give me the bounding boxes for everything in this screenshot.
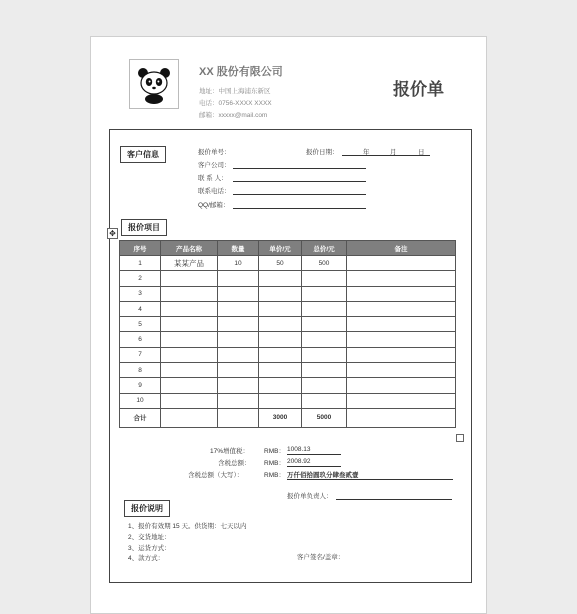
table-row [120, 317, 456, 332]
cell-unit-price[interactable] [259, 378, 302, 393]
table-header-row [120, 241, 456, 256]
cell-product[interactable] [161, 317, 218, 332]
cell-unit-price[interactable] [259, 347, 302, 362]
col-header-total-price: 总价/元 [302, 241, 347, 256]
month-label: 月 [390, 149, 397, 156]
cell-index[interactable]: 1 [120, 256, 161, 271]
cell-remarks[interactable] [347, 378, 456, 393]
table-row [120, 256, 456, 271]
cell-quantity[interactable] [218, 347, 259, 362]
table-row [120, 378, 456, 393]
vat-rmb-prefix: RMB： [264, 448, 285, 455]
cell-total-price[interactable] [302, 332, 347, 347]
cell-total-price[interactable] [302, 363, 347, 378]
total-cell-total-price[interactable]: 5000 [302, 408, 347, 427]
vat-label: 17%增值税： [210, 448, 250, 455]
table-resize-handle[interactable] [456, 434, 464, 442]
document-title: 报价单 [393, 80, 444, 99]
remarks-label: 报价说明 [124, 500, 170, 517]
cell-product[interactable] [161, 271, 218, 286]
vat-underline [287, 454, 341, 455]
tax-total-caps-rmb-prefix: RMB： [264, 472, 285, 479]
company-name: XX 股份有限公司 [199, 66, 283, 78]
cell-quantity[interactable] [218, 378, 259, 393]
cell-remarks[interactable] [347, 256, 456, 271]
table-row [120, 301, 456, 316]
quote-items-table [119, 240, 456, 428]
remark-line-1: 1、报价有效期 15 天。供货期：七天以内 [128, 523, 247, 530]
quote-items-label: 报价项目 [121, 219, 167, 236]
tax-total-underline [287, 466, 341, 467]
cell-quantity[interactable] [218, 317, 259, 332]
cell-unit-price[interactable] [259, 271, 302, 286]
cell-total-price[interactable] [302, 301, 347, 316]
table-total-row [120, 408, 456, 427]
customer-company-label: 客户公司： [198, 162, 231, 169]
contact-phone-field[interactable] [233, 194, 366, 195]
cell-index[interactable]: 6 [120, 332, 161, 347]
year-label: 年 [363, 149, 370, 156]
vat-value: 1008.13 [287, 446, 311, 453]
cell-quantity[interactable]: 10 [218, 256, 259, 271]
remark-line-4: 4、款方式： [128, 555, 165, 562]
cell-quantity[interactable] [218, 286, 259, 301]
customer-signature-label: 客户签名/盖章： [297, 554, 345, 561]
panda-logo-icon [134, 64, 174, 104]
total-cell-product[interactable] [161, 408, 218, 427]
cell-index[interactable]: 10 [120, 393, 161, 408]
cell-product[interactable] [161, 347, 218, 362]
cell-unit-price[interactable] [259, 301, 302, 316]
table-row [120, 286, 456, 301]
cell-quantity[interactable] [218, 271, 259, 286]
company-email: 邮箱：xxxxx@mail.com [199, 112, 268, 119]
customer-company-field[interactable] [233, 168, 366, 169]
table-row [120, 271, 456, 286]
col-header-remarks: 备注 [347, 241, 456, 256]
cell-remarks[interactable] [347, 347, 456, 362]
cell-product[interactable] [161, 332, 218, 347]
table-row [120, 332, 456, 347]
cell-quantity[interactable] [218, 332, 259, 347]
contact-person-field[interactable] [233, 181, 366, 182]
cell-remarks[interactable] [347, 286, 456, 301]
col-header-unit-price: 单价/元 [259, 241, 302, 256]
col-header-product: 产品名称 [161, 241, 218, 256]
cell-index[interactable]: 4 [120, 301, 161, 316]
cell-quantity[interactable] [218, 393, 259, 408]
tax-total-caps-value: 万仟佰拾圆玖分肆叁贰壹 [287, 472, 359, 479]
cell-unit-price[interactable] [259, 286, 302, 301]
cell-quantity[interactable] [218, 363, 259, 378]
cell-product[interactable] [161, 286, 218, 301]
cell-unit-price[interactable] [259, 363, 302, 378]
cell-index[interactable]: 8 [120, 363, 161, 378]
cell-remarks[interactable] [347, 317, 456, 332]
owner-field[interactable] [336, 499, 452, 500]
cell-product[interactable]: 某某产品 [161, 256, 218, 271]
company-phone: 电话：0756-XXXX XXXX [199, 100, 272, 107]
cell-remarks[interactable] [347, 271, 456, 286]
cell-remarks[interactable] [347, 301, 456, 316]
cell-unit-price[interactable] [259, 317, 302, 332]
cell-total-price[interactable] [302, 378, 347, 393]
cell-unit-price[interactable] [259, 332, 302, 347]
table-row [120, 363, 456, 378]
col-header-index: 序号 [120, 241, 161, 256]
company-logo [129, 59, 179, 109]
contact-person-label: 联 系 人： [198, 175, 228, 182]
cell-remarks[interactable] [347, 332, 456, 347]
qq-email-label: QQ/邮箱： [198, 202, 230, 209]
table-move-handle-icon[interactable]: ✥ [107, 228, 118, 239]
cell-index[interactable]: 5 [120, 317, 161, 332]
total-cell-index[interactable]: 合计 [120, 408, 161, 427]
cell-total-price[interactable] [302, 286, 347, 301]
cell-index[interactable]: 2 [120, 271, 161, 286]
tax-total-rmb-prefix: RMB： [264, 460, 285, 467]
total-cell-remarks[interactable] [347, 408, 456, 427]
cell-index[interactable]: 7 [120, 347, 161, 362]
tax-total-caps-underline [287, 479, 453, 480]
total-cell-unit-price[interactable]: 3000 [259, 408, 302, 427]
cell-remarks[interactable] [347, 393, 456, 408]
col-header-quantity: 数量 [218, 241, 259, 256]
quote-date-label: 报价日期： [306, 149, 339, 156]
cell-total-price[interactable]: 500 [302, 256, 347, 271]
cell-total-price[interactable] [302, 347, 347, 362]
cell-unit-price[interactable]: 50 [259, 256, 302, 271]
table-row [120, 347, 456, 362]
cell-product[interactable] [161, 378, 218, 393]
cell-unit-price[interactable] [259, 393, 302, 408]
cell-index[interactable]: 3 [120, 286, 161, 301]
quote-number-label: 报价单号： [198, 149, 231, 156]
remark-line-3: 3、运货方式： [128, 545, 171, 552]
cell-remarks[interactable] [347, 363, 456, 378]
day-label: 日 [418, 149, 425, 156]
cell-index[interactable]: 9 [120, 378, 161, 393]
table-row [120, 393, 456, 408]
quote-date-field[interactable] [342, 155, 430, 156]
cell-product[interactable] [161, 301, 218, 316]
customer-info-label: 客户信息 [120, 146, 166, 163]
owner-label: 报价单负责人： [287, 493, 333, 500]
cell-product[interactable] [161, 393, 218, 408]
cell-total-price[interactable] [302, 271, 347, 286]
tax-total-value: 2008.92 [287, 458, 311, 465]
contact-phone-label: 联系电话： [198, 188, 231, 195]
cell-total-price[interactable] [302, 317, 347, 332]
total-cell-quantity[interactable] [218, 408, 259, 427]
cell-quantity[interactable] [218, 301, 259, 316]
cell-product[interactable] [161, 363, 218, 378]
tax-total-label: 含税总额： [218, 460, 251, 467]
remark-line-2: 2、交货地址： [128, 534, 171, 541]
company-address: 地址：中国上海浦东新区 [199, 88, 271, 95]
cell-total-price[interactable] [302, 393, 347, 408]
qq-email-field[interactable] [233, 208, 366, 209]
tax-total-caps-label: 含税总额（大写）： [188, 472, 244, 479]
